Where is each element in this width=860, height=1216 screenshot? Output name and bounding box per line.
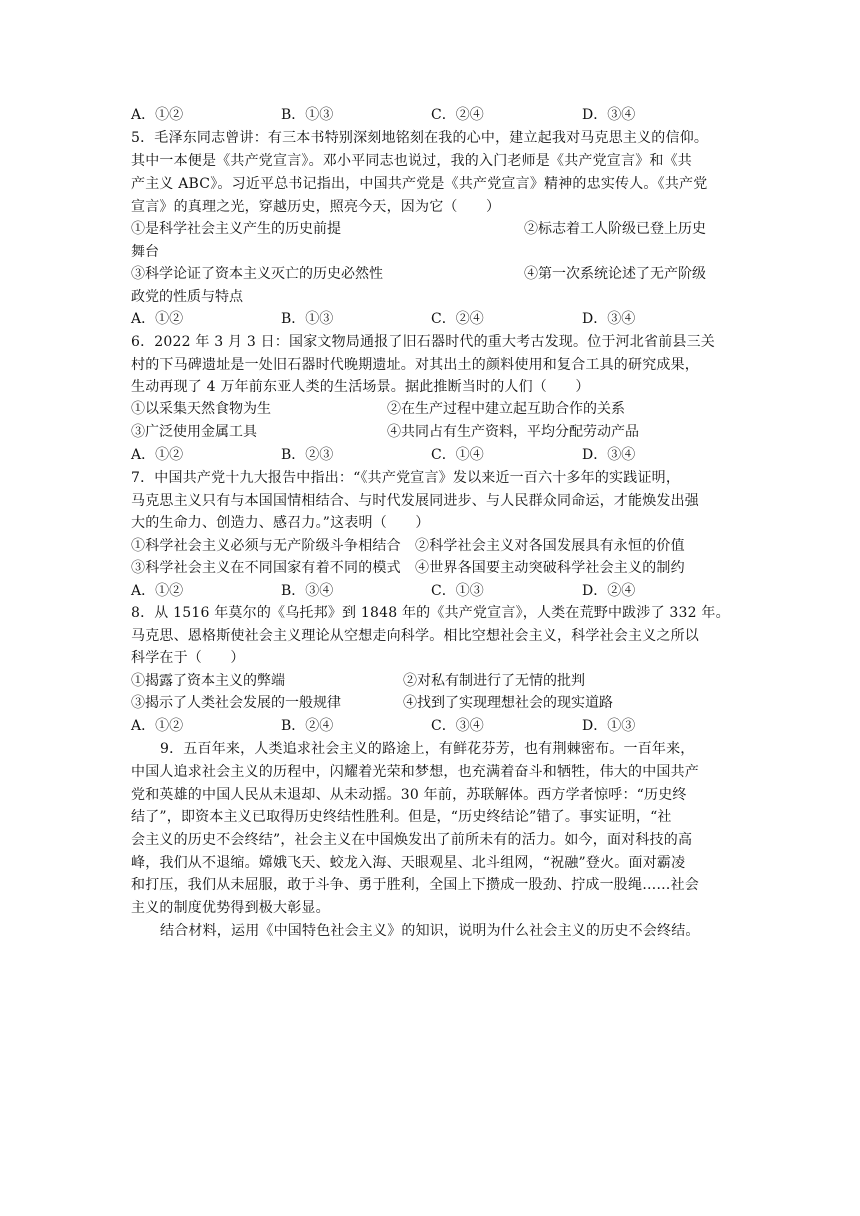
q8-statement-1: ①揭露了资本主义的弊端 — [131, 673, 285, 689]
q9-material-line: 会主义的历史不会终结”，社会主义在中国焕发出了前所未有的活力。如今，面对科技的高 — [131, 832, 693, 848]
q9-material-line: 主义的制度优势得到极大彰显。 — [131, 900, 330, 916]
q6-option-d: D．③④ — [582, 447, 636, 463]
q9-prompt: 结合材料，运用《中国特色社会主义》的知识，说明为什么社会主义的历史不会终结。 — [160, 923, 700, 939]
q9-material-line: 9．五百年来，人类追求社会主义的路途上，有鲜花芬芳，也有荆棘密布。一百年来， — [160, 741, 695, 757]
q6-option-a: A．①② — [131, 447, 184, 463]
q6-option-b: B．②③ — [281, 447, 334, 463]
q5-statement-2-cont: 舞台 — [131, 244, 159, 260]
q7-statements-line: ③科学社会主义在不同国家有着不同的模式 ④世界各国要主动突破科学社会主义的制约 — [131, 560, 685, 576]
q5-statement-1: ①是科学社会主义产生的历史前提 — [131, 221, 341, 237]
q6-stem-line: 村的下马碑遗址是一处旧石器时代晚期遗址。对其出土的颜料使用和复合工具的研究成果， — [131, 357, 699, 373]
q6-statement-3: ③广泛使用金属工具 — [131, 424, 257, 440]
q5-statement-4: ④第一次系统论述了无产阶级 — [524, 266, 706, 282]
q5-stem-line: 产主义 ABC》。习近平总书记指出，中国共产党是《共产党宣言》精神的忠实传人。《共产党 — [131, 176, 708, 192]
q6-statement-2: ②在生产过程中建立起互助合作的关系 — [387, 401, 625, 417]
q9-material-line: 中国人追求社会主义的历程中，闪耀着光荣和梦想，也充满着奋斗和牺牲，伟大的中国共产 — [131, 764, 699, 780]
q8-statement-2: ②对私有制进行了无情的批判 — [403, 673, 585, 689]
q9-material-line: 峰，我们从不退缩。嫦娥飞天、蛟龙入海、天眼观星、北斗组网，“祝融”登火。面对霸凌 — [131, 855, 686, 871]
q5-option-c: C．②④ — [431, 311, 484, 327]
q4-option-a: A．①② — [131, 107, 184, 123]
q4-option-d: D．③④ — [582, 107, 636, 123]
q5-option-b: B．①③ — [281, 311, 334, 327]
q4-option-b: B．①③ — [281, 107, 334, 123]
q5-stem-line: 宣言》的真理之光，穿越历史，照亮今天，因为它（ ） — [131, 199, 501, 215]
q7-option-d: D．②④ — [582, 583, 636, 599]
q7-option-a: A．①② — [131, 583, 184, 599]
q9-material-line: 和打压，我们从未屈服，敢于斗争、勇于胜利，全国上下攒成一股劲、拧成一股绳……社会 — [131, 877, 699, 893]
q7-option-b: B．③④ — [281, 583, 334, 599]
q8-option-a: A．①② — [131, 718, 184, 734]
q6-statement-4: ④共同占有生产资料，平均分配劳动产品 — [387, 424, 639, 440]
q8-statement-3: ③揭示了人类社会发展的一般规律 — [131, 695, 341, 711]
q5-statement-4-cont: 政党的性质与特点 — [131, 289, 243, 305]
q9-material-line: 党和英雄的中国人民从未退却、从未动摇。30 年前，苏联解体。西方学者惊呼：“历史终 — [131, 787, 687, 803]
q8-option-c: C．③④ — [431, 718, 484, 734]
q6-statement-1: ①以采集天然食物为生 — [131, 401, 271, 417]
q4-option-c: C．②④ — [431, 107, 484, 123]
q8-stem-line: 8．从 1516 年莫尔的《乌托邦》到 1848 年的《共产党宣言》，人类在荒野中跋涉了 332 年。 — [131, 605, 730, 621]
q7-statements-line: ①科学社会主义必须与无产阶级斗争相结合 ②科学社会主义对各国发展具有永恒的价值 — [131, 538, 685, 554]
q6-option-c: C．①④ — [431, 447, 484, 463]
q7-option-c: C．①③ — [431, 583, 484, 599]
q7-stem-line: 大的生命力、创造力、感召力。”这表明（ ） — [131, 515, 430, 531]
q6-stem-line: 6．2022 年 3 月 3 日：国家文物局通报了旧石器时代的重大考古发现。位于河北省前县三关 — [131, 334, 715, 350]
q8-statement-4: ④找到了实现理想社会的现实道路 — [403, 695, 613, 711]
q5-option-d: D．③④ — [582, 311, 636, 327]
q7-stem-line: 马克思主义只有与本国国情相结合、与时代发展同进步、与人民群众同命运，才能焕发出强 — [131, 493, 699, 509]
q7-stem-line: 7．中国共产党十九大报告中指出：“《共产党宣言》发以来近一百六十多年的实践证明， — [131, 470, 681, 486]
q6-stem-line: 生动再现了 4 万年前东亚人类的生活场景。据此推断当时的人们（ ） — [131, 379, 590, 395]
q8-stem-line: 科学在于（ ） — [131, 650, 245, 666]
q8-option-b: B．②④ — [281, 718, 334, 734]
q8-stem-line: 马克思、恩格斯使社会主义理论从空想走向科学。相比空想社会主义，科学社会主义之所以 — [131, 628, 699, 644]
q5-stem-line: 其中一本便是《共产党宣言》。邓小平同志也说过，我的入门老师是《共产党宣言》和《共 — [131, 153, 692, 169]
q5-statement-2: ②标志着工人阶级已登上历史 — [524, 221, 706, 237]
q5-statement-3: ③科学论证了资本主义灭亡的历史必然性 — [131, 266, 383, 282]
q5-stem-line: 5．毛泽东同志曾讲：有三本书特别深刻地铭刻在我的心中，建立起我对马克思主义的信仰。 — [131, 130, 709, 146]
q5-option-a: A．①② — [131, 311, 184, 327]
q9-material-line: 结了”，即资本主义已取得历史终结性胜利。但是，“历史终结论”错了。事实证明，“社 — [131, 809, 672, 825]
q8-option-d: D．①③ — [582, 718, 636, 734]
